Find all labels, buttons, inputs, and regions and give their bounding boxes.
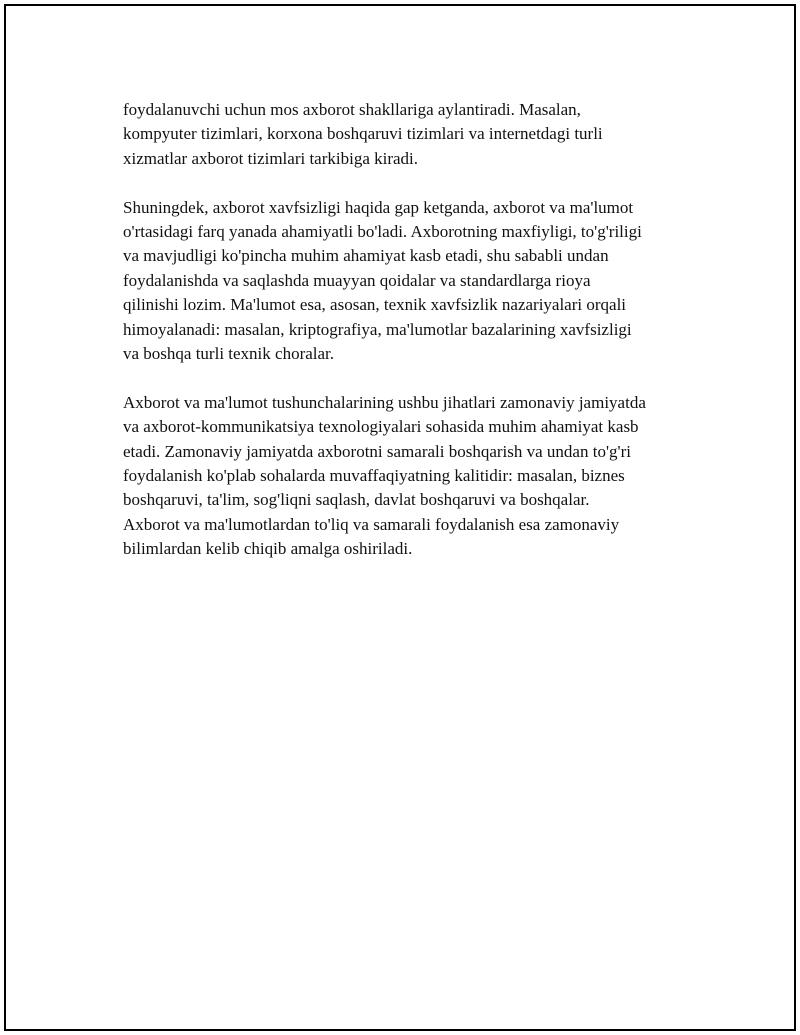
paragraph-3 xyxy=(123,391,693,562)
text-line: himoyalanadi: masalan, kriptografiya, ma'lumotlar bazalarining xavfsizligi xyxy=(123,319,632,339)
text-line: va mavjudligi ko'pincha muhim ahamiyat kasb etadi, shu sababli undan xyxy=(123,246,609,266)
text-line: foydalanishda va saqlashda muayyan qoidalar va standardlarga rioya xyxy=(123,270,591,290)
text-line: boshqaruvi, ta'lim, sog'liqni saqlash, davlat boshqaruvi va boshqalar. xyxy=(123,490,590,510)
text-line: etadi. Zamonaviy jamiyatda axborotni samarali boshqarish va undan to'g'ri xyxy=(123,441,631,461)
text-line: bilimlardan kelib chiqib amalga oshiriladi. xyxy=(123,539,413,559)
text-line: kompyuter tizimlari, korxona boshqaruvi tizimlari va internetdagi turli xyxy=(123,124,603,144)
text-line: Axborot va ma'lumot tushunchalarining ushbu jihatlari zamonaviy jamiyatda xyxy=(123,392,646,412)
paragraph-2 xyxy=(123,196,693,367)
text-line: o'rtasidagi farq yanada ahamiyatli bo'ladi. Axborotning maxfiyligi, to'g'riligi xyxy=(123,222,642,242)
text-line: va axborot-kommunikatsiya texnologiyalari sohasida muhim ahamiyat kasb xyxy=(123,417,639,437)
text-line: foydalanish ko'plab sohalarda muvaffaqiyatning kalitidir: masalan, biznes xyxy=(123,466,625,486)
text-line: qilinishi lozim. Ma'lumot esa, asosan, texnik xavfsizlik nazariyalari orqali xyxy=(123,295,627,315)
document-body xyxy=(123,98,693,586)
text-line: Shuningdek, axborot xavfsizligi haqida gap ketganda, axborot va ma'lumot xyxy=(123,197,634,217)
text-line: Axborot va ma'lumotlardan to'liq va samarali foydalanish esa zamonaviy xyxy=(123,514,620,534)
text-line: xizmatlar axborot tizimlari tarkibiga kiradi. xyxy=(123,148,419,168)
page-frame xyxy=(4,4,796,1031)
text-line: va boshqa turli texnik choralar. xyxy=(123,344,335,364)
text-line: foydalanuvchi uchun mos axborot shakllariga aylantiradi. Masalan, xyxy=(123,100,581,119)
paragraph-1 xyxy=(123,98,693,171)
